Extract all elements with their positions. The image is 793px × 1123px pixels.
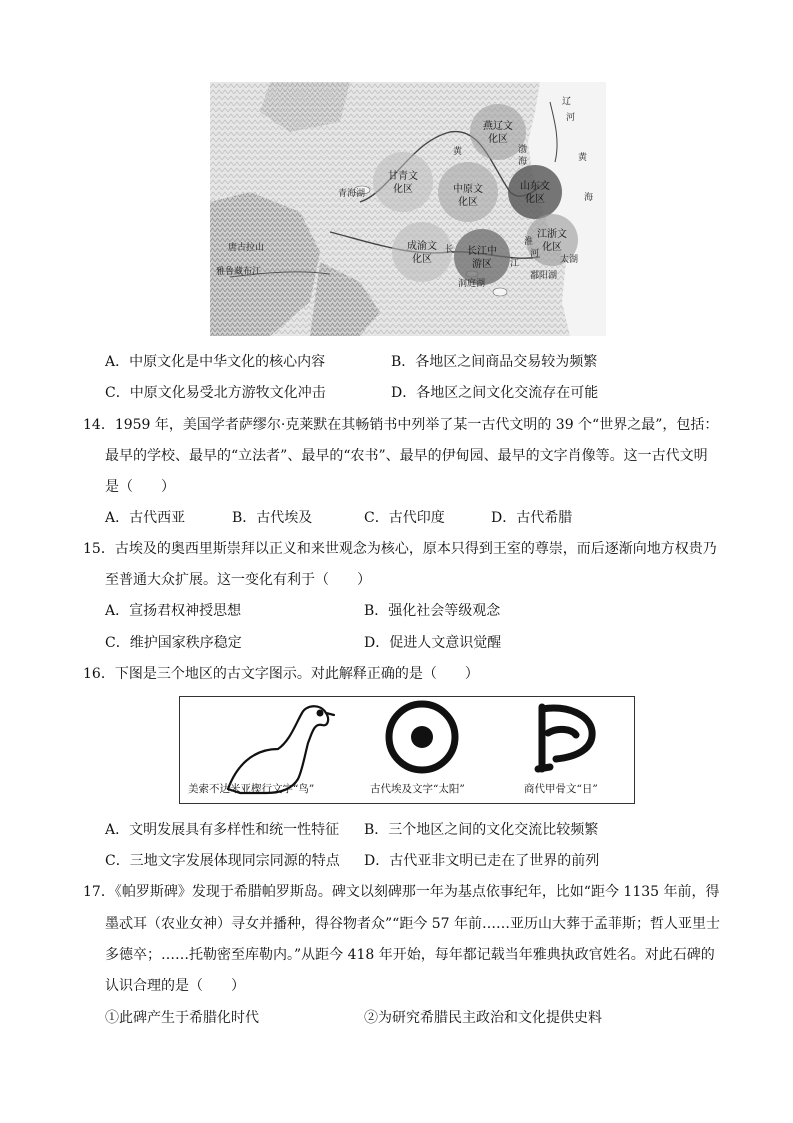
region-label: 燕辽文	[483, 121, 513, 132]
q15-option-c: C．维护国家秩序稳定	[105, 635, 242, 651]
q15-option-b: B．强化社会等级观念	[364, 603, 501, 619]
place-label: 辽	[562, 97, 572, 107]
region-label: 山东文	[520, 181, 550, 192]
region-label: 化区	[542, 242, 562, 253]
region-label: 中原文	[453, 184, 483, 195]
place-label: 青海湖	[338, 189, 366, 199]
region-label: 长江中	[467, 246, 497, 257]
q16-option-a: A．文明发展具有多样性和统一性特征	[105, 822, 340, 838]
q14-option-c: C．古代印度	[364, 510, 445, 526]
q13-option-b: B．各地区之间商品交易较为频繁	[391, 354, 598, 370]
region-label: 化区	[412, 254, 432, 265]
place-label: 渤	[518, 145, 528, 155]
place-label: 江	[510, 259, 520, 269]
q13-option-c: C．中原文化易受北方游牧文化冲击	[105, 385, 326, 401]
region-label: 化区	[458, 197, 478, 208]
q17-stem-line: 认识合理的是（ ）	[105, 978, 245, 994]
region-circle-shandong	[508, 165, 562, 219]
place-label: 黄	[453, 147, 463, 157]
region-label: 游区	[472, 259, 492, 270]
place-label: 鄱阳湖	[530, 271, 558, 281]
q14-option-a: A．古代西亚	[105, 510, 186, 526]
region-circle-chengyu	[392, 222, 455, 282]
place-label: 太湖	[560, 255, 579, 265]
place-label: 雅鲁藏布江	[216, 267, 262, 277]
region-circle-changjiang	[454, 229, 510, 285]
q14-stem-line: 最早的学校、最早的“立法者”、最早的“农书”、最早的伊甸园、最早的文字肖像等。这一古代文明	[105, 448, 708, 464]
q17-stem-line: 多德卒；……托勒密至库勒内。”从距今 418 年开始，每年都记载当年雅典执政官姓名。对此石碑的	[105, 947, 715, 963]
q16-option-b: B．三个地区之间的文化交流比较频繁	[364, 822, 599, 838]
q15-stem-line: 至普通大众扩展。这一变化有利于（ ）	[105, 572, 371, 588]
q13-option-d: D．各地区之间文化交流存在可能	[391, 385, 599, 401]
q15-option-d: D．促进人文意识觉醒	[364, 635, 502, 651]
q15-option-a: A．宣扬君权神授思想	[105, 603, 242, 619]
q17-stem-line: 墨忒耳（农业女神）寻女并播种，得谷物者众”“距今 57 年前……亚历山大葬于孟菲斯；哲人亚里士	[105, 916, 721, 932]
ancient-scripts-figure	[179, 696, 635, 804]
caption-ri: 商代甲骨文“日”	[524, 783, 598, 795]
place-label: 唐古拉山	[228, 243, 265, 253]
map-drawing	[210, 82, 606, 336]
ri-glyph-icon	[538, 707, 592, 769]
q15-stem-line: 15．古埃及的奥西里斯崇拜以正义和来世观念为核心，原本只得到王室的尊崇，而后逐渐向地方权贵乃	[83, 541, 717, 557]
place-label: 洞庭湖	[458, 279, 486, 289]
place-label: 海	[518, 157, 528, 167]
q16-option-c: C．三地文字发展体现同宗同源的特点	[105, 853, 340, 869]
q14-stem-line: 14．1959 年，美国学者萨缪尔·克莱默在其畅销书中列举了某一古代文明的 39 个“世界之最”，包括：	[83, 417, 719, 433]
caption-bird: 美索不达米亚楔行文字“鸟”	[188, 783, 315, 795]
q14-stem-line: 是（ ）	[105, 479, 175, 495]
caption-sun: 古代埃及文字“太阳”	[370, 783, 465, 795]
region-label: 成渝文	[407, 241, 437, 252]
q17-statement-1: ①此碑产生于希腊化时代	[105, 1010, 259, 1026]
q17-stem-line: 17．《帕罗斯碑》发现于希腊帕罗斯岛。碑文以刻碑那一年为基点依事纪年，比如“距今 1135 年前，得	[83, 884, 720, 900]
q16-option-d: D．古代亚非文明已走在了世界的前列	[364, 853, 600, 869]
q17-statement-2: ②为研究希腊民主政治和文化提供史料	[364, 1010, 602, 1026]
place-label: 长	[445, 245, 455, 255]
place-label: 海	[584, 193, 594, 203]
region-circle-ganqing	[373, 152, 433, 212]
region-label: 江浙文	[537, 229, 567, 240]
region-label: 化区	[393, 184, 413, 195]
place-label: 河	[530, 249, 540, 259]
bird-glyph-icon	[228, 706, 334, 793]
place-label: 淮	[524, 237, 534, 247]
sun-glyph-icon	[389, 704, 455, 770]
q13-option-a: A．中原文化是中华文化的核心内容	[105, 354, 326, 370]
china-culture-map	[210, 82, 606, 336]
place-label: 河	[566, 113, 576, 123]
q14-option-d: D．古代希腊	[491, 510, 573, 526]
place-label: 黄	[578, 153, 588, 163]
region-label: 甘青文	[388, 171, 418, 182]
region-label: 化区	[525, 194, 545, 205]
q14-option-b: B．古代埃及	[232, 510, 313, 526]
region-label: 化区	[488, 134, 508, 145]
q16-stem-line: 16．下图是三个地区的古文字图示。对此解释正确的是（ ）	[83, 666, 479, 682]
